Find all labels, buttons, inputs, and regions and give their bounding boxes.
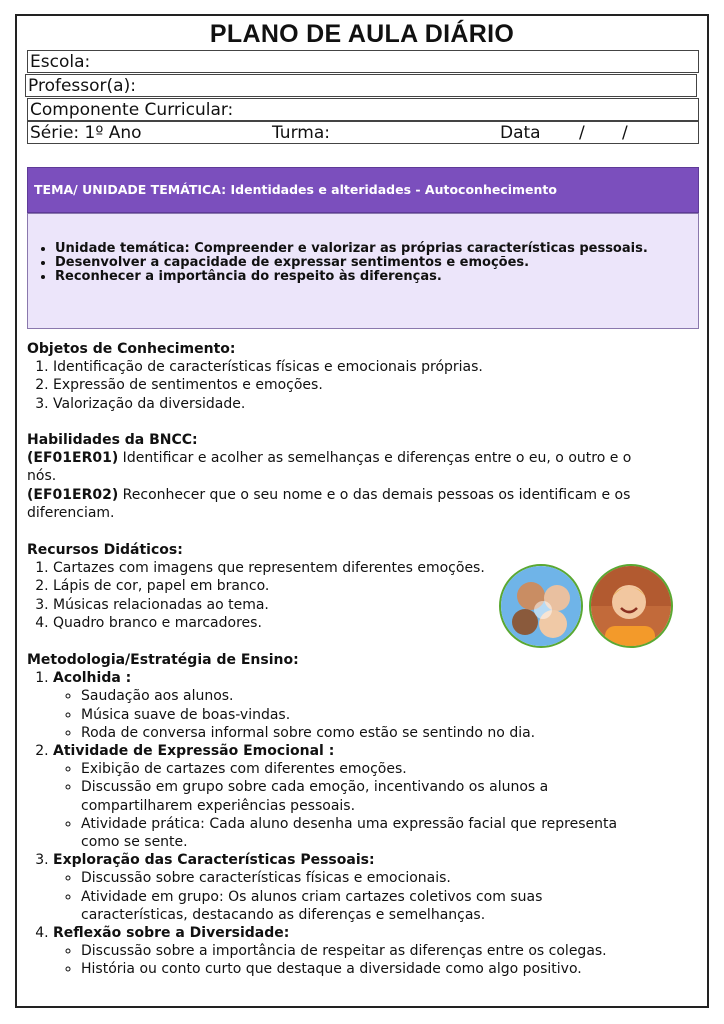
list-item: 1. Identificação de características físicas e emocionais próprias. [53,358,677,376]
list-item: ◦ Roda de conversa informal sobre como estão se sentindo no dia. [81,724,707,742]
list-item: 2. Lápis de cor, papel em branco. [53,577,677,595]
recursos-heading: Recursos Didáticos: [27,542,183,558]
list-item: 4. Quadro branco e marcadores. [53,614,677,632]
date-slash: / [579,123,585,143]
turma-label[interactable]: Turma: [272,123,330,143]
objective-item: • Unidade temática: Compreender e valorizar as próprias características pessoais. [55,242,648,256]
list-item: ◦ Atividade prática: Cada aluno desenha uma expressão facial que representa como se sente. [81,815,641,851]
step-title: Exploração das Características Pessoais: [53,852,375,869]
metodologia-heading: Metodologia/Estratégia de Ensino: [27,652,299,668]
professor-label: Professor(a): [28,76,136,96]
method-step [53,924,707,979]
data-label[interactable]: Data [500,123,541,143]
step-title: Atividade de Expressão Emocional : [53,743,335,760]
list-item: 2. Expressão de sentimentos e emoções. [53,376,677,394]
skill-text: Identificar e acolher as semelhanças e diferenças entre o eu, o outro e o nós. [27,450,632,485]
escola-field[interactable] [27,50,699,73]
objetos-section [27,340,677,413]
escola-label: Escola: [30,52,91,72]
boy-smiling-photo [589,564,673,648]
serie-label: Série: 1º Ano [30,123,142,143]
skill-code: (EF01ER01) [27,450,119,467]
skill-text: Reconhecer que o seu nome e o das demais pessoas os identificam e os diferenciam. [27,486,631,521]
list-item: ◦ Discussão em grupo sobre cada emoção, incentivando os alunos a compartilharem experiências pessoais. [81,778,641,814]
bncc-skill [27,486,647,522]
list-item: ◦ Exibição de cartazes com diferentes emoções. [81,760,641,778]
list-item: ◦ História ou conto curto que destaque a diversidade como algo positivo. [81,960,707,978]
list-item: ◦ Atividade em grupo: Os alunos criam cartazes coletivos com suas características, destacando as diferenças e semelhanças. [81,888,621,924]
method-step [53,742,707,851]
step-title: Reflexão sobre a Diversidade: [53,925,290,942]
bncc-section [27,431,647,522]
date-slash: / [622,123,628,143]
list-item: ◦ Discussão sobre características físicas e emocionais. [81,869,621,887]
list-item: ◦ Saudação aos alunos. [81,687,707,705]
page-title: PLANO DE AULA DIÁRIO [209,20,515,48]
list-item: 3. Valorização da diversidade. [53,395,677,413]
serie-turma-data-row [27,121,699,144]
list-item: ◦ Discussão sobre a importância de respeitar as diferenças entre os colegas. [81,942,707,960]
objective-item: • Reconhecer a importância do respeito às diferenças. [55,270,648,284]
list-item: 3. Músicas relacionadas ao tema. [53,596,677,614]
list-item: ◦ Música suave de boas-vindas. [81,706,707,724]
tema-objectives-box [27,213,699,329]
objective-item: • Desenvolver a capacidade de expressar sentimentos e emoções. [55,256,648,270]
objetos-heading: Objetos de Conhecimento: [27,341,236,357]
bncc-heading: Habilidades da BNCC: [27,432,198,448]
professor-field[interactable] [25,74,697,97]
skill-code: (EF01ER02) [27,486,119,503]
componente-label: Componente Curricular: [30,100,234,120]
tema-banner: TEMA/ UNIDADE TEMÁTICA: Identidades e alteridades - Autoconhecimento [27,167,699,213]
method-step [53,851,707,924]
step-title: Acolhida : [53,670,132,687]
method-step [53,669,707,742]
componente-field[interactable] [27,98,699,121]
metodologia-section [27,651,707,979]
children-group-photo [499,564,583,648]
bncc-skill [27,449,647,485]
list-item: 1. Cartazes com imagens que representem diferentes emoções. [53,559,677,577]
